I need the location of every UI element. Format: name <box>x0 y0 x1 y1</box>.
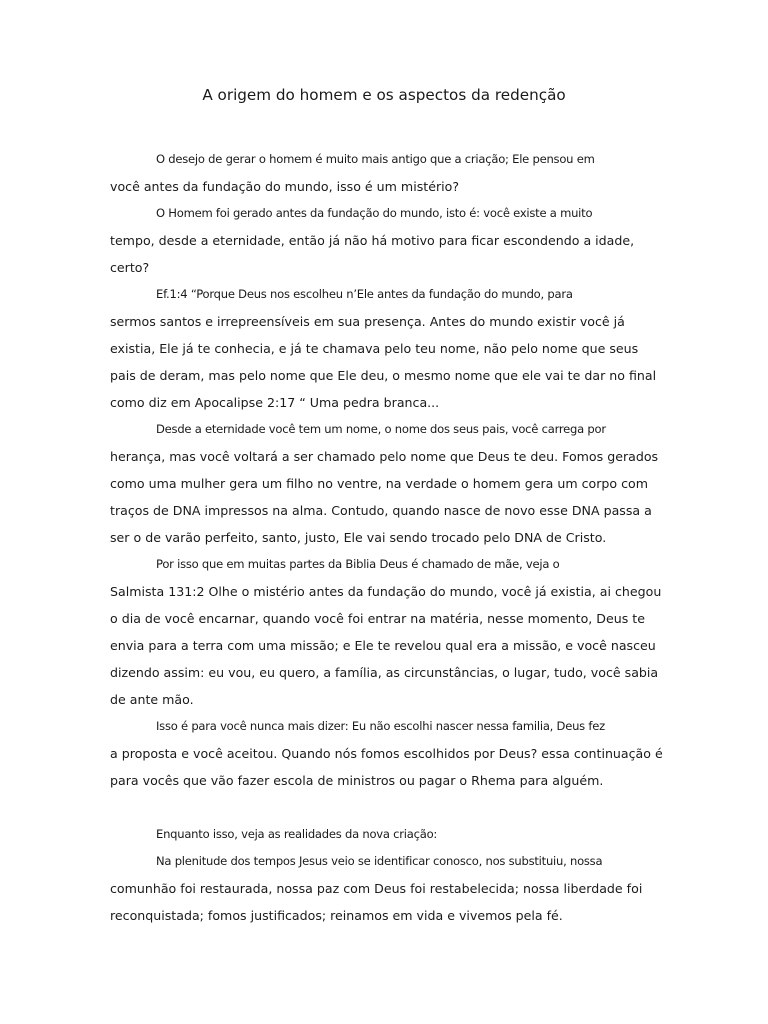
text-line: Isso é para você nunca mais dizer: Eu não escolhi nascer nessa familia, Deus fez <box>156 719 605 733</box>
text-line: o dia de você encarnar, quando você foi entrar na matéria, nesse momento, Deus te <box>110 611 645 626</box>
text-line: para vocês que vão fazer escola de ministros ou pagar o Rhema para alguém. <box>110 773 604 788</box>
text-line: Ef.1:4 “Porque Deus nos escolheu n’Ele antes da fundação do mundo, para <box>156 287 573 301</box>
document-title: A origem do homem e os aspectos da redenção <box>202 86 566 104</box>
text-line: Por isso que em muitas partes da Biblia Deus é chamado de mãe, veja o <box>156 557 560 571</box>
paragraph <box>110 821 670 848</box>
paragraph <box>110 848 670 929</box>
text-line: Na plenitude dos tempos Jesus veio se identificar conosco, nos substituiu, nossa <box>156 854 603 868</box>
text-line: traços de DNA impressos na alma. Contudo, quando nasce de novo esse DNA passa a <box>110 503 652 518</box>
paragraph <box>110 713 670 794</box>
text-line: herança, mas você voltará a ser chamado pelo nome que Deus te deu. Fomos gerados <box>110 449 659 464</box>
text-line: de ante mão. <box>110 692 194 707</box>
document-body <box>110 146 670 929</box>
text-line: dizendo assim: eu vou, eu quero, a família, as circunstâncias, o lugar, tudo, você sabia <box>110 665 659 680</box>
text-line: como uma mulher gera um filho no ventre, na verdade o homem gera um corpo com <box>110 476 649 491</box>
text-line: existia, Ele já te conhecia, e já te chamava pelo teu nome, não pelo nome que seus <box>110 341 639 356</box>
text-line: Salmista 131:2 Olhe o mistério antes da fundação do mundo, você já existia, ai chegou <box>110 584 662 599</box>
text-line: ser o de varão perfeito, santo, justo, Ele vai sendo trocado pelo DNA de Cristo. <box>110 530 607 545</box>
text-line: como diz em Apocalipse 2:17 “ Uma pedra branca... <box>110 395 440 410</box>
text-line: a proposta e você aceitou. Quando nós fomos escolhidos por Deus? essa continuação é <box>110 746 663 761</box>
text-line: tempo, desde a eternidade, então já não há motivo para ficar escondendo a idade, <box>110 233 635 248</box>
text-line: Enquanto isso, veja as realidades da nova criação: <box>156 827 438 841</box>
paragraph <box>110 146 670 200</box>
text-line: Desde a eternidade você tem um nome, o nome dos seus pais, você carrega por <box>156 422 606 436</box>
paragraph <box>110 416 670 551</box>
text-line: pais de deram, mas pelo nome que Ele deu, o mesmo nome que ele vai te dar no final <box>110 368 657 383</box>
text-line: comunhão foi restaurada, nossa paz com Deus foi restabelecida; nossa liberdade foi <box>110 881 643 896</box>
paragraph <box>110 200 670 281</box>
paragraph <box>110 551 670 713</box>
text-line: O Homem foi gerado antes da fundação do mundo, isto é: você existe a muito <box>156 206 593 220</box>
text-line: reconquistada; fomos justificados; reinamos em vida e vivemos pela fé. <box>110 908 563 923</box>
text-line: envia para a terra com uma missão; e Ele te revelou qual era a missão, e você nasceu <box>110 638 656 653</box>
text-line: certo? <box>110 260 150 275</box>
text-line: O desejo de gerar o homem é muito mais antigo que a criação; Ele pensou em <box>156 152 595 166</box>
text-line: sermos santos e irrepreensíveis em sua presença. Antes do mundo existir você já <box>110 314 625 329</box>
text-line: você antes da fundação do mundo, isso é um mistério? <box>110 179 460 194</box>
paragraph <box>110 281 670 416</box>
